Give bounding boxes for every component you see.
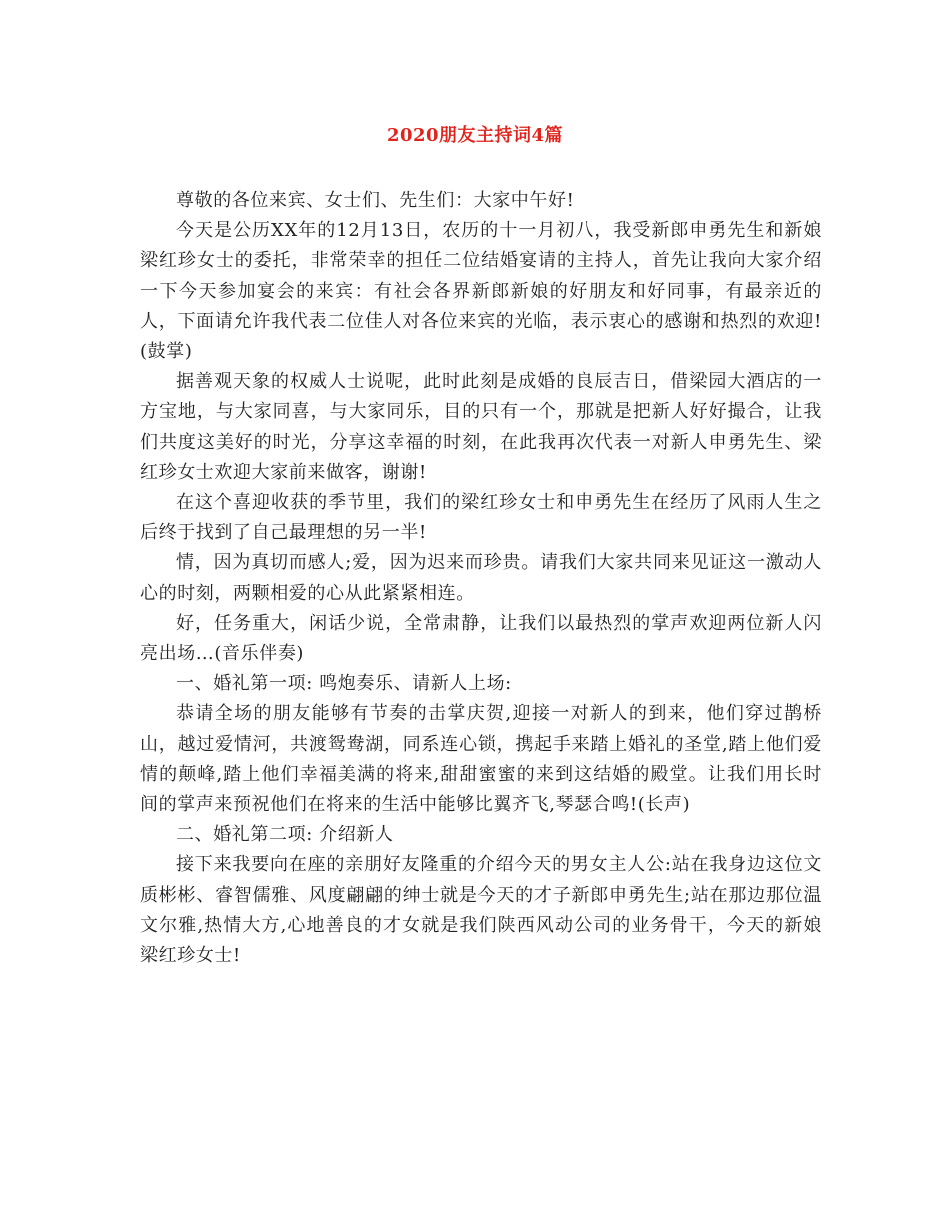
- paragraph: 在这个喜迎收获的季节里，我们的梁红珍女士和申勇先生在经历了风雨人生之后终于找到了自己最理想的另一半!: [140, 492, 822, 544]
- paragraph: 尊敬的各位来宾、女士们、先生们：大家中午好!: [176, 190, 575, 211]
- document-title: 2020朋友主持词4篇: [386, 125, 564, 146]
- paragraph: 好，任务重大，闲话少说，全常肃静，让我们以最热烈的掌声欢迎两位新人闪亮出场…(音乐伴奏): [140, 612, 822, 665]
- document-body: [140, 186, 822, 971]
- paragraph: 今天是公历XX年的12月13日，农历的十一月初八，我受新郎申勇先生和新娘梁红珍女士的委托，非常荣幸的担任二位结婚宴请的主持人，首先让我向大家介绍一下今天参加宴会的来宾：有社会各界新郎新娘的好朋友和好同事，有最亲近的人，下面请允许我代表二位佳人对各位来宾的光临，表示衷心的感谢和热烈的欢迎!(鼓掌): [140, 220, 822, 363]
- section-heading: 二、婚礼第二项: 介绍新人: [176, 824, 394, 846]
- section-heading: 一、婚礼第一项: 鸣炮奏乐、请新人上场:: [176, 673, 512, 695]
- paragraph: 据善观天象的权威人士说呢，此时此刻是成婚的良辰吉日，借梁园大酒店的一方宝地，与大家同喜，与大家同乐，目的只有一个，那就是把新人好好撮合，让我们共度这美好的时光，分享这幸福的时刻，在此我再次代表一对新人申勇先生、梁红珍女士欢迎大家前来做客，谢谢!: [140, 371, 822, 483]
- paragraph: 接下来我要向在座的亲朋好友隆重的介绍今天的男女主人公:站在我身边这位文质彬彬、睿智儒雅、风度翩翩的绅士就是今天的才子新郎申勇先生;站在那边那位温文尔雅,热情大方,心地善良的才女就是我们陕西风动公司的业务骨干，今天的新娘梁红珍女士!: [140, 854, 822, 967]
- paragraph: 情，因为真切而感人;爱，因为迟来而珍贵。请我们大家共同来见证这一激动人心的时刻，两颗相爱的心从此紧紧相连。: [140, 552, 822, 604]
- paragraph: 恭请全场的朋友能够有节奏的击掌庆贺,迎接一对新人的到来，他们穿过鹊桥山，越过爱情河，共渡鸳鸯湖，同系连心锁，携起手来踏上婚礼的圣堂,踏上他们爱情的颠峰,踏上他们幸福美满的将来,甜甜蜜蜜的来到这结婚的殿堂。让我们用长时间的掌声来预祝他们在将来的生活中能够比翼齐飞,琴瑟合鸣!(长声): [140, 703, 822, 816]
